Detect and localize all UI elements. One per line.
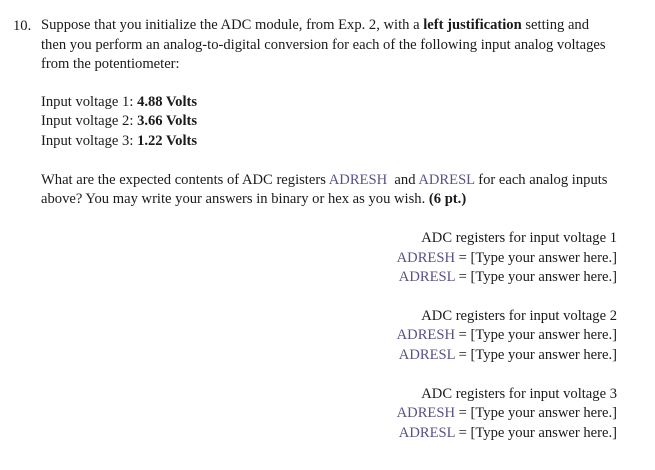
adresl-answer-row bbox=[397, 268, 617, 288]
prompt-text: above? You may write your answers in binary or hex as you wish. bbox=[41, 191, 429, 208]
adresh-answer-row bbox=[397, 326, 617, 346]
answer-heading: ADC registers for input voltage 3 bbox=[421, 385, 617, 402]
register-name-adresl: ADRESL bbox=[418, 171, 475, 188]
voltage-item-2 bbox=[41, 112, 641, 132]
intro-bold-term: left justification bbox=[423, 17, 522, 33]
adresh-label: ADRESH bbox=[396, 327, 455, 344]
adresh-answer-row bbox=[397, 249, 617, 269]
adresh-label: ADRESH bbox=[396, 249, 455, 266]
voltage-label: Input voltage 2: bbox=[41, 113, 138, 130]
voltage-value: 1.22 Volts bbox=[137, 132, 198, 149]
voltage-value: 3.66 Volts bbox=[137, 113, 198, 130]
adresl-answer-field[interactable]: = [Type your answer here.] bbox=[455, 424, 617, 441]
intro-text: setting and bbox=[521, 17, 590, 33]
adresh-answer-field[interactable]: = [Type your answer here.] bbox=[455, 249, 617, 266]
adresl-label: ADRESL bbox=[398, 346, 455, 363]
answer-heading: ADC registers for input voltage 1 bbox=[421, 230, 617, 246]
adresl-answer-row bbox=[397, 346, 617, 366]
voltage-value: 4.88 Volts bbox=[137, 93, 198, 110]
adresh-answer-field[interactable]: = [Type your answer here.] bbox=[455, 327, 617, 344]
question-body bbox=[41, 16, 641, 210]
points-label: (6 pt.) bbox=[428, 191, 467, 208]
register-name-adresh: ADRESH bbox=[328, 171, 388, 188]
intro-line-1 bbox=[41, 16, 641, 36]
voltage-label: Input voltage 1: bbox=[41, 93, 138, 110]
voltage-label: Input voltage 3: bbox=[41, 132, 138, 149]
adresl-answer-row bbox=[397, 424, 617, 444]
answer-section bbox=[397, 229, 617, 443]
adresl-answer-field[interactable]: = [Type your answer here.] bbox=[455, 346, 617, 363]
adresl-answer-field[interactable]: = [Type your answer here.] bbox=[455, 269, 617, 286]
intro-line-2: then you perform an analog-to-digital conversion for each of the following input analog voltages bbox=[41, 36, 606, 53]
adresh-answer-field[interactable]: = [Type your answer here.] bbox=[455, 405, 617, 422]
intro-text: Suppose that you initialize the ADC module, from Exp. 2, with a bbox=[41, 17, 424, 33]
voltage-item-1 bbox=[41, 93, 641, 113]
intro-line-3: from the potentiometer: bbox=[41, 56, 180, 73]
prompt-line-1 bbox=[41, 171, 641, 191]
prompt-text: for each analog inputs bbox=[474, 171, 608, 188]
prompt-line-2 bbox=[41, 190, 641, 210]
prompt-text: What are the expected contents of ADC registers bbox=[41, 171, 329, 188]
prompt-text: and bbox=[387, 171, 419, 188]
adresl-label: ADRESL bbox=[398, 424, 455, 441]
answer-group-voltage-3 bbox=[397, 385, 617, 444]
answer-group-voltage-2 bbox=[397, 307, 617, 366]
adresh-answer-row bbox=[397, 404, 617, 424]
adresh-label: ADRESH bbox=[396, 405, 455, 422]
voltage-item-3 bbox=[41, 132, 641, 152]
answer-heading: ADC registers for input voltage 2 bbox=[421, 307, 617, 324]
answer-group-voltage-1 bbox=[397, 229, 617, 288]
question-number: 10. bbox=[13, 18, 32, 34]
adresl-label: ADRESL bbox=[398, 269, 455, 286]
